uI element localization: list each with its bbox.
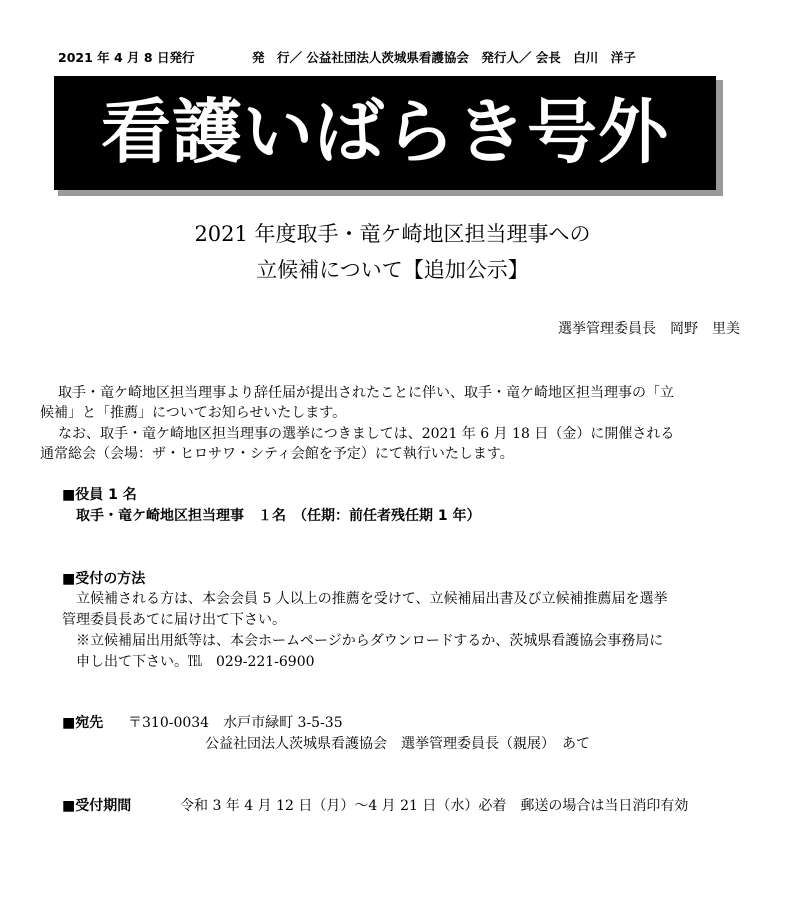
- banner-title: 看護いばらき号外: [101, 91, 669, 173]
- intro-p2-line1: なお、取手・竜ケ崎地区担当理事の選挙につきましては、2021 年 6 月 18 日（金）に開催される: [58, 426, 675, 442]
- period-heading: ■受付期間: [62, 798, 132, 814]
- address-heading: ■宛先: [62, 715, 104, 731]
- address-line-2: 公益社団法人茨城県看護協会 選挙管理委員長（親展） あて: [205, 736, 590, 752]
- address-line-1: 〒310-0034 水戸市緑町 3-5-35: [128, 715, 343, 731]
- officers-heading: ■役員 1 名: [62, 487, 137, 503]
- issue-date: 2021 年 4 月 8 日発行: [58, 50, 195, 65]
- intro-p1-line1: 取手・竜ケ崎地区担当理事より辞任届が提出されたことに伴い、取手・竜ケ崎地区担当理事の「立: [58, 385, 674, 401]
- newsletter-banner: [54, 76, 716, 190]
- publisher-line: 発 行／ 公益社団法人茨城県看護協会 発行人／ 会長 白川 洋子: [252, 50, 636, 65]
- headline-line-1: 2021 年度取手・竜ケ崎地区担当理事への: [194, 222, 591, 246]
- intro-p2-line2: 通常総会（会場：ザ・ヒロサワ・シティ会館を予定）にて執行いたします。: [40, 446, 514, 462]
- headline-line-2: 立候補について【追加公示】: [256, 258, 529, 282]
- reception-line-1: 立候補される方は、本会会員 5 人以上の推薦を受けて、立候補届出書及び立候補推薦届を選挙: [76, 591, 668, 607]
- reception-line-2: 管理委員長あてに届け出て下さい。: [62, 612, 286, 628]
- reception-note-line-1: ※立候補届出用紙等は、本会ホームページからダウンロードするか、茨城県看護協会事務局に: [76, 633, 664, 649]
- officers-detail: 取手・竜ケ崎地区担当理事 １名 （任期：前任者残任期 1 年）: [76, 508, 481, 524]
- period-text: 令和 3 年 4 月 12 日（月）～4 月 21 日（水）必着 郵送の場合は当日消印有効: [180, 798, 689, 814]
- reception-heading: ■受付の方法: [62, 571, 146, 587]
- intro-p1-line2: 候補」と「推薦」についてお知らせいたします。: [40, 405, 347, 421]
- reception-note-line-2: 申し出て下さい。℡ 029-221-6900: [76, 654, 315, 670]
- author: 選挙管理委員長 岡野 里美: [558, 321, 740, 337]
